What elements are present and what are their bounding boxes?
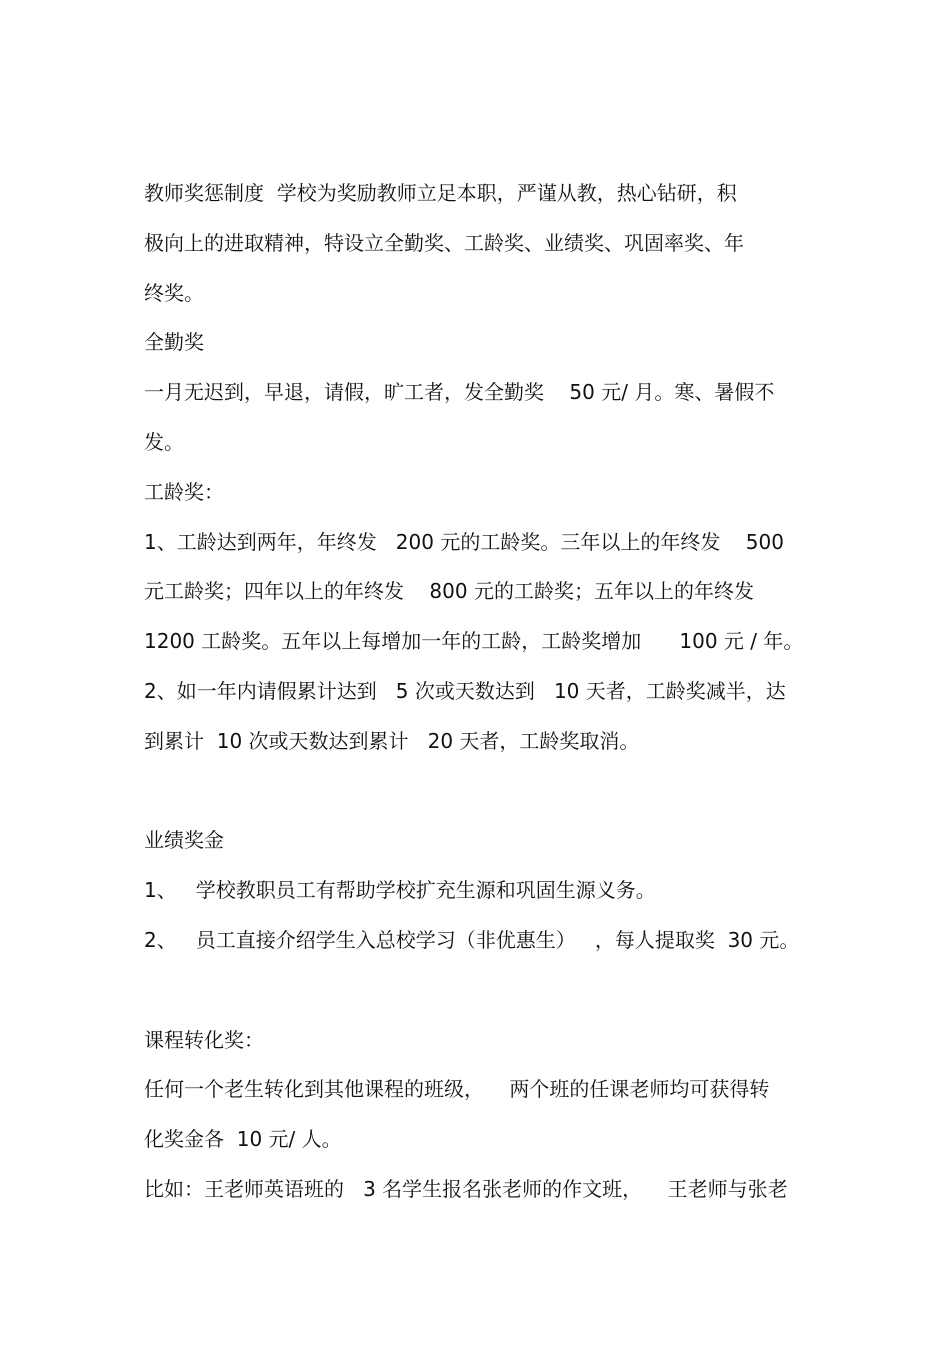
text-line: 1、工龄达到两年，年终发 200 元的工龄奖。三年以上的年终发 500 — [144, 530, 784, 554]
text-line: 1、 学校教职员工有帮助学校扩充生源和巩固生源义务。 — [144, 878, 656, 902]
section-heading-course-conversion: 课程转化奖： — [144, 1028, 264, 1052]
text-line: 到累计 10 次或天数达到累计 20 天者，工龄奖取消。 — [144, 729, 640, 753]
text-line: 1200 工龄奖。五年以上每增加一年的工龄，工龄奖增加 100 元 / 年。 — [144, 629, 804, 653]
text-line: 元工龄奖；四年以上的年终发 800 元的工龄奖；五年以上的年终发 — [144, 579, 754, 603]
text-line: 极向上的进取精神，特设立全勤奖、工龄奖、业绩奖、巩固率奖、年 — [144, 231, 744, 255]
section-heading-performance: 业绩奖金 — [144, 828, 224, 852]
text-line: 任何一个老生转化到其他课程的班级， 两个班的任课老师均可获得转 — [144, 1077, 770, 1101]
text-line: 化奖金各 10 元/ 人。 — [144, 1127, 342, 1151]
section-heading-seniority: 工龄奖： — [144, 480, 224, 504]
section-heading-full-attendance: 全勤奖 — [144, 330, 204, 354]
text-line: 教师奖惩制度 学校为奖励教师立足本职，严谨从教，热心钻研，积 — [144, 181, 737, 205]
text-line: 比如：王老师英语班的 3 名学生报名张老师的作文班， 王老师与张老 — [144, 1177, 788, 1201]
text-line: 发。 — [144, 430, 184, 454]
text-line: 一月无迟到，早退，请假，旷工者，发全勤奖 50 元/ 月。寒、暑假不 — [144, 380, 775, 404]
text-line: 2、如一年内请假累计达到 5 次或天数达到 10 天者，工龄奖减半，达 — [144, 679, 786, 703]
text-line: 终奖。 — [144, 281, 204, 305]
text-line: 2、 员工直接介绍学生入总校学习（非优惠生） ，每人提取奖 30 元。 — [144, 928, 800, 952]
